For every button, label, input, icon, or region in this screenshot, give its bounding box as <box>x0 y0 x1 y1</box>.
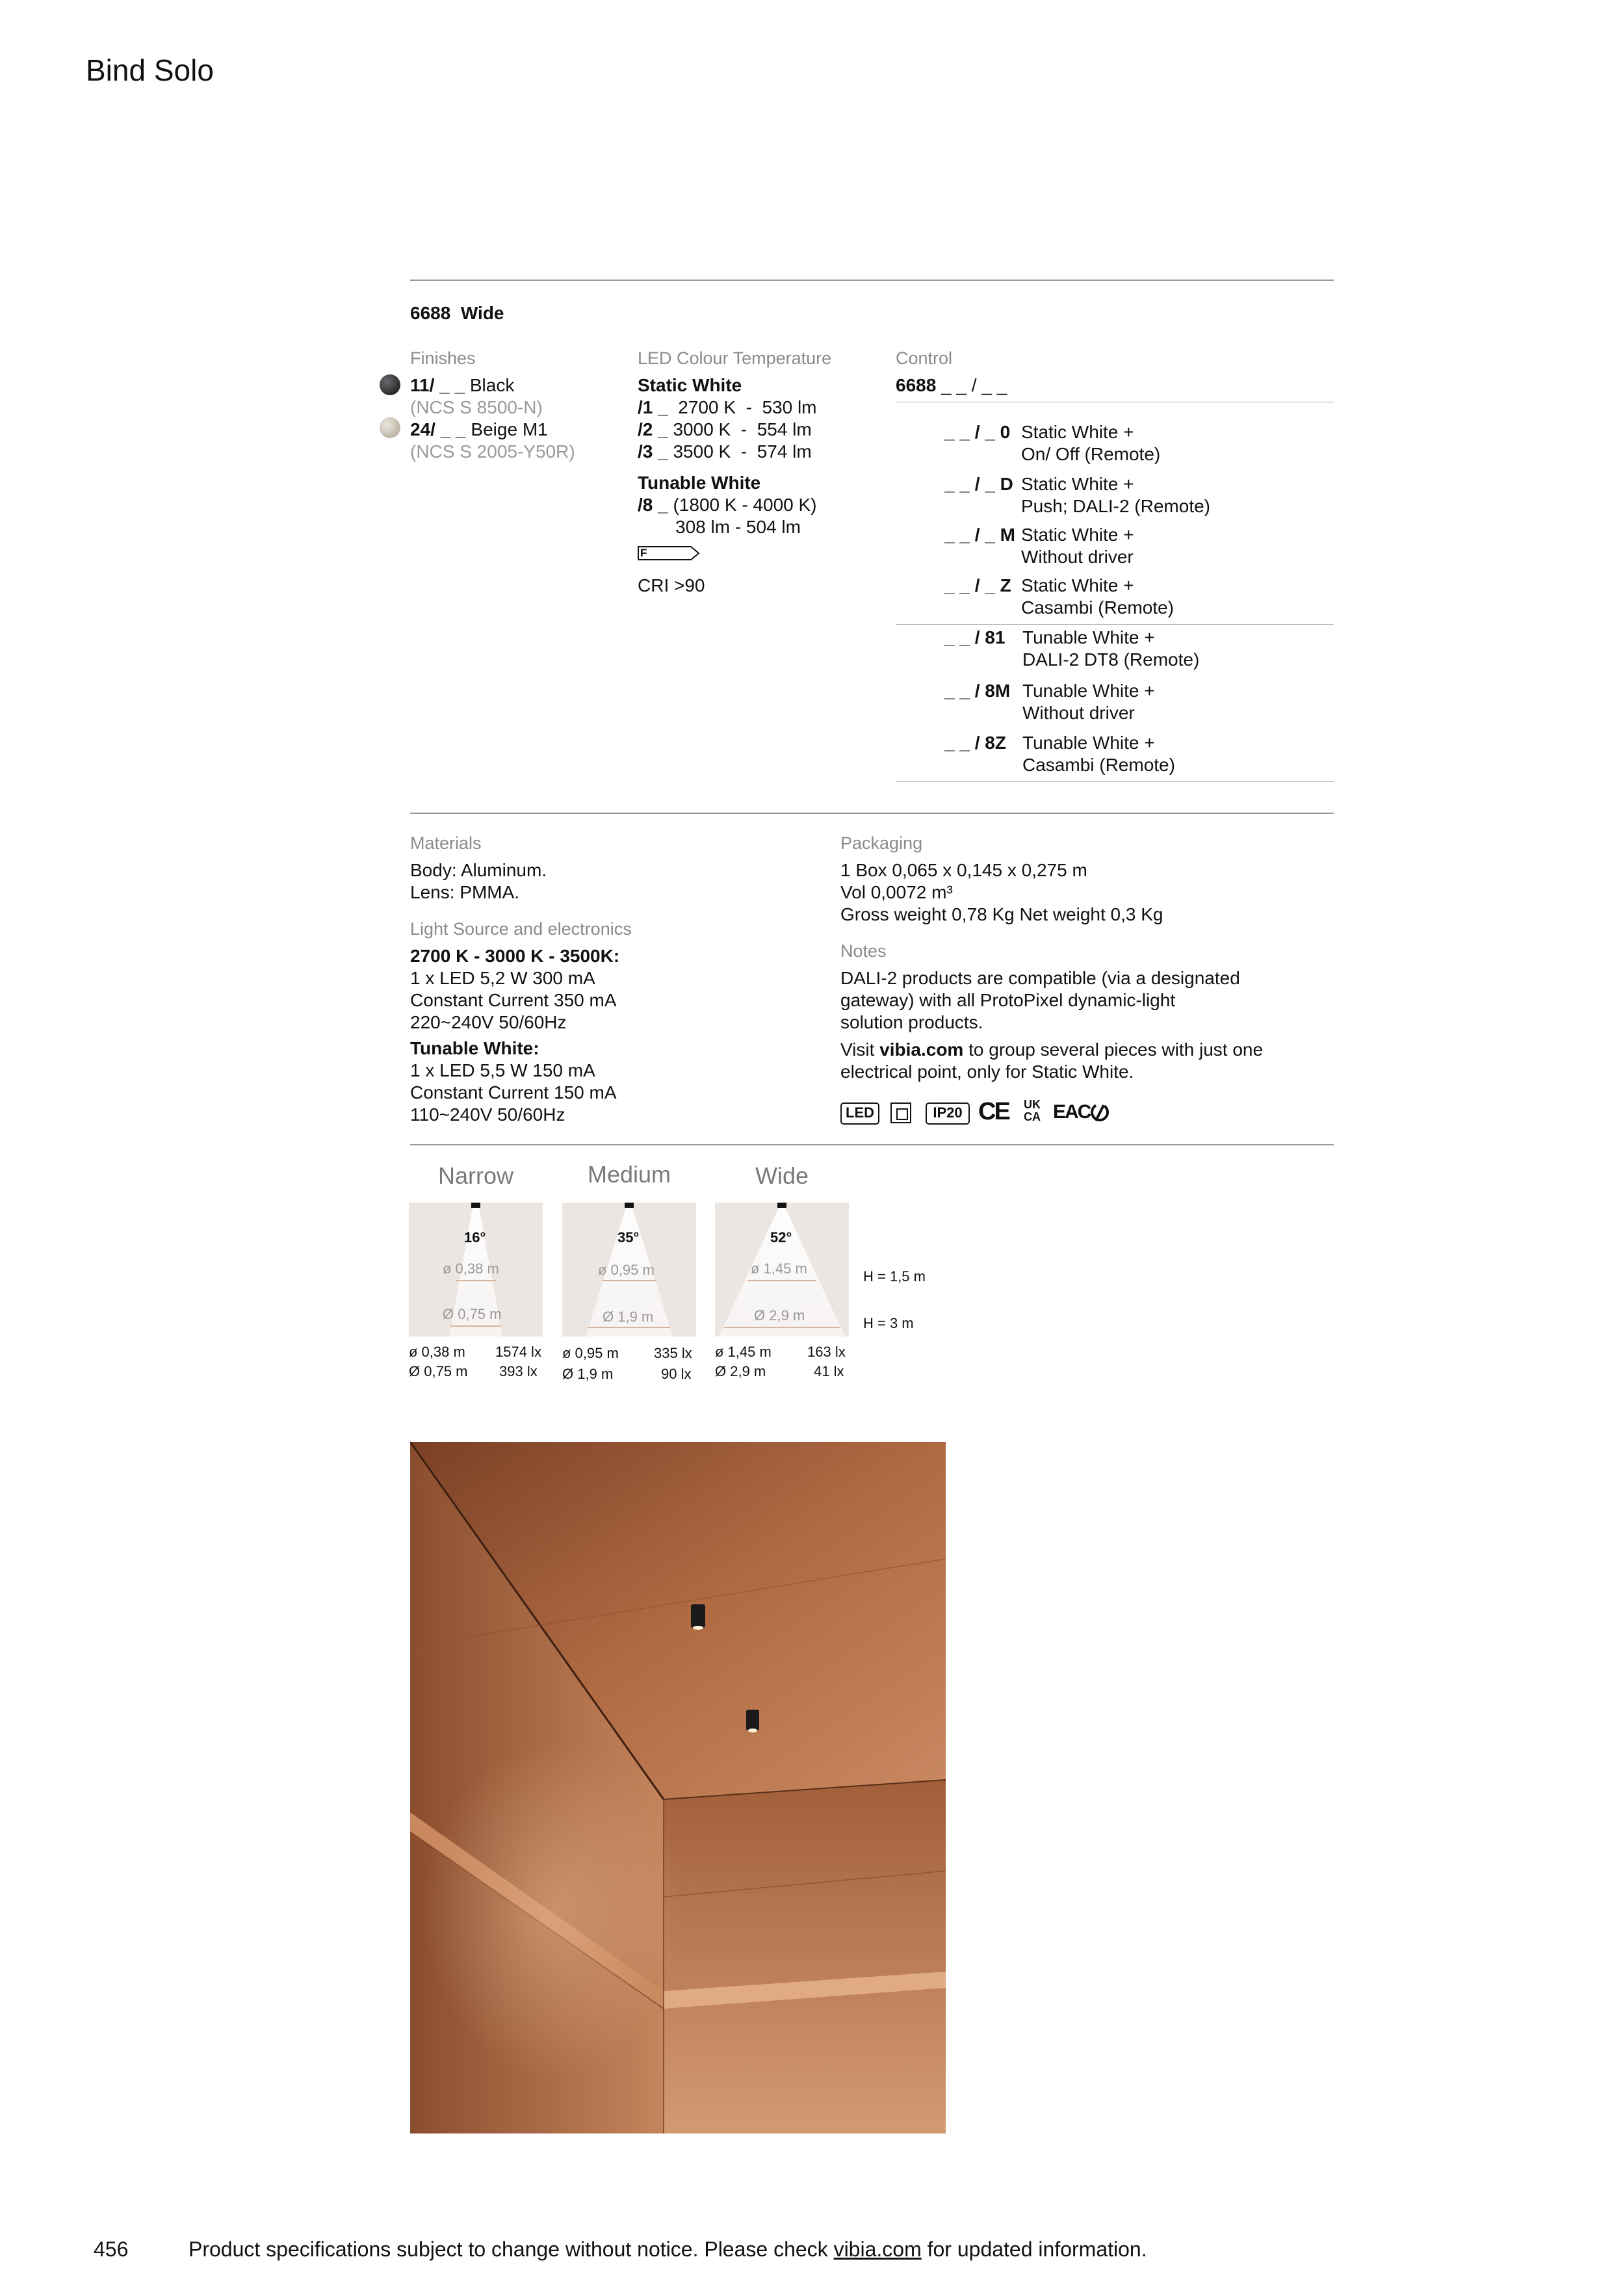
light-source-line: 110~240V 50/60Hz <box>410 1104 565 1125</box>
footer-note: Product specifications subject to change without notice. Please check vibia.com for updated information. <box>188 2237 1147 2261</box>
led-header: LED Colour Temperature <box>638 348 832 368</box>
packaging-weight: Gross weight 0,78 Kg Net weight 0,3 Kg <box>840 904 1163 924</box>
light-source-static-title: 2700 K - 3000 K - 3500K: <box>410 946 620 966</box>
beam-diameter-2: Ø 1,9 m <box>603 1309 654 1325</box>
control-item-line1: Tunable White + <box>1022 627 1155 647</box>
height-label-1: H = 1,5 m <box>863 1268 926 1285</box>
static-white-title: Static White <box>638 375 742 395</box>
control-item-code: _ _ / _ 0 <box>944 422 1011 442</box>
light-source-line: 220~240V 50/60Hz <box>410 1012 567 1032</box>
beam-diameter-2: Ø 2,9 m <box>754 1307 805 1324</box>
beam-row-diameter: ø 1,45 m <box>715 1344 772 1360</box>
notes-line: DALI-2 products are compatible (via a designated <box>840 968 1240 988</box>
control-item-code: _ _ / _ Z <box>944 575 1011 595</box>
beam-row-diameter: ø 0,95 m <box>562 1345 619 1361</box>
led-tunable: /8 _ (1800 K - 4000 K) <box>638 495 817 515</box>
control-item-code: _ _ / _ M <box>944 525 1015 545</box>
product-photo <box>410 1442 946 2133</box>
beam-row-diameter: Ø 0,75 m <box>409 1363 468 1379</box>
beam-row-diameter: Ø 1,9 m <box>562 1366 614 1382</box>
beam-diameter-1: ø 0,95 m <box>598 1262 655 1278</box>
control-item-line1: Static White + <box>1021 474 1134 494</box>
beam-row-lux: 393 lx <box>499 1363 538 1379</box>
beam-row-lux: 163 lx <box>807 1344 846 1360</box>
beam-diameter-1: ø 0,38 m <box>443 1260 499 1277</box>
led-tunable-lumens: 308 lm - 504 lm <box>675 517 801 537</box>
control-item-line2: Without driver <box>1021 547 1134 567</box>
beam-row-diameter: Ø 2,9 m <box>715 1363 766 1379</box>
materials-header: Materials <box>410 833 482 853</box>
packaging-box: 1 Box 0,065 x 0,145 x 0,275 m <box>840 860 1087 880</box>
control-item-line1: Tunable White + <box>1022 733 1155 753</box>
control-item-code: _ _ / 8M <box>944 681 1011 701</box>
light-source-header: Light Source and electronics <box>410 919 632 939</box>
lower-divider <box>410 1144 1334 1145</box>
led-static-3: /3 _ 3500 K - 574 lm <box>638 441 812 462</box>
control-divider-2 <box>896 624 1334 625</box>
control-code: 6688 _ _ / _ _ <box>896 375 1007 395</box>
cri-value: CRI >90 <box>638 575 705 595</box>
beam-diagram-medium <box>562 1203 696 1337</box>
finish-beige: 24/ _ _ Beige M1 <box>410 419 548 439</box>
beam-title-wide: Wide <box>755 1162 809 1189</box>
top-divider <box>410 280 1334 281</box>
mid-divider <box>410 813 1334 814</box>
page-title: Bind Solo <box>86 53 214 87</box>
beam-row-diameter: ø 0,38 m <box>409 1344 465 1360</box>
control-item-line1: Static White + <box>1021 525 1134 545</box>
finishes-header: Finishes <box>410 348 476 368</box>
materials-body: Body: Aluminum. <box>410 860 547 880</box>
control-item-line2: Push; DALI-2 (Remote) <box>1021 496 1210 516</box>
control-item-line1: Static White + <box>1021 575 1134 595</box>
beam-title-medium: Medium <box>587 1161 671 1188</box>
finish-black: 11/ _ _ Black <box>410 375 515 395</box>
finish-beige-ncs: (NCS S 2005-Y50R) <box>410 441 575 462</box>
materials-lens: Lens: PMMA. <box>410 882 520 902</box>
notes-line: solution products. <box>840 1012 983 1032</box>
control-item-line2: DALI-2 DT8 (Remote) <box>1022 649 1200 670</box>
control-item-line1: Static White + <box>1021 422 1134 442</box>
energy-class-badge <box>638 546 700 560</box>
energy-arrow-icon <box>638 546 700 560</box>
footer-vibia-link[interactable]: vibia.com <box>833 2237 922 2261</box>
packaging-header: Packaging <box>840 833 923 853</box>
notes-header: Notes <box>840 941 887 961</box>
beam-angle: 35° <box>617 1229 640 1246</box>
beam-diameter-2: Ø 0,75 m <box>443 1306 502 1322</box>
light-source-tunable-title: Tunable White: <box>410 1038 539 1058</box>
control-item-line2: Casambi (Remote) <box>1021 597 1174 618</box>
product-code: 6688 Wide <box>410 303 504 323</box>
light-source-line: 1 x LED 5,2 W 300 mA <box>410 968 595 988</box>
led-badge: LED <box>840 1102 879 1125</box>
control-item-code: _ _ / 8Z <box>944 733 1006 753</box>
eac-mark-icon: EAC <box>1053 1101 1091 1123</box>
beam-row-lux: 335 lx <box>654 1345 692 1361</box>
control-divider-3 <box>896 781 1334 782</box>
notes-line: gateway) with all ProtoPixel dynamic-light <box>840 990 1176 1010</box>
finish-black-swatch <box>380 374 400 395</box>
control-item-line2: Casambi (Remote) <box>1022 755 1175 775</box>
height-label-2: H = 3 m <box>863 1315 914 1331</box>
recycling-icon <box>1089 1101 1110 1127</box>
finish-beige-swatch <box>380 417 400 438</box>
energy-class-letter: F <box>640 547 647 559</box>
notes-visit: Visit vibia.com to group several pieces with just one <box>840 1039 1264 1060</box>
page-number: 456 <box>94 2237 129 2261</box>
led-static-2: /2 _ 3000 K - 554 lm <box>638 419 812 439</box>
ukca-mark-icon: UK CA <box>1024 1098 1041 1123</box>
control-header: Control <box>896 348 953 368</box>
control-item-line2: On/ Off (Remote) <box>1021 444 1161 464</box>
beam-angle: 16° <box>464 1229 486 1246</box>
vibia-link[interactable]: vibia.com <box>879 1039 964 1060</box>
control-item-line1: Tunable White + <box>1022 681 1155 701</box>
notes-visit-line2: electrical point, only for Static White. <box>840 1062 1134 1082</box>
tunable-white-title: Tunable White <box>638 473 761 493</box>
control-item-code: _ _ / 81 <box>944 627 1006 647</box>
beam-angle: 52° <box>770 1229 792 1246</box>
led-static-1: /1 _ 2700 K - 530 lm <box>638 397 817 417</box>
light-source-line: 1 x LED 5,5 W 150 mA <box>410 1060 595 1080</box>
control-item-code: _ _ / _ D <box>944 474 1013 494</box>
ip-rating-badge: IP20 <box>926 1102 970 1125</box>
beam-row-lux: 1574 lx <box>495 1344 541 1360</box>
light-source-line: Constant Current 350 mA <box>410 990 617 1010</box>
control-item-line2: Without driver <box>1022 703 1135 723</box>
beam-row-lux: 41 lx <box>814 1363 844 1379</box>
beam-diagram-narrow <box>409 1203 543 1337</box>
beam-row-lux: 90 lx <box>661 1366 692 1382</box>
beam-diameter-1: ø 1,45 m <box>751 1260 807 1277</box>
finish-black-ncs: (NCS S 8500-N) <box>410 397 543 417</box>
beam-title-narrow: Narrow <box>437 1162 513 1189</box>
ce-mark-icon: CE <box>978 1098 1009 1125</box>
beam-diagram-wide <box>715 1203 849 1337</box>
class-ii-icon <box>890 1102 911 1123</box>
light-source-line: Constant Current 150 mA <box>410 1082 617 1102</box>
packaging-volume: Vol 0,0072 m³ <box>840 882 953 902</box>
